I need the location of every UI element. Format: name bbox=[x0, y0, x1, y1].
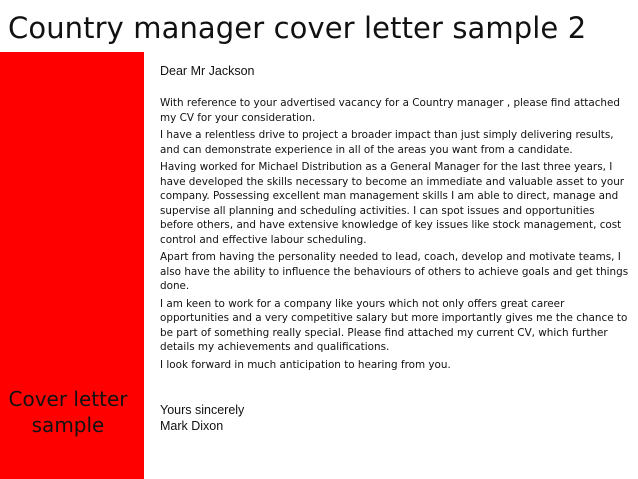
letter-paragraph: Apart from having the personality needed to lead, coach, develop and motivate teams, I also have the ability to influence the behaviours of others to achieve goals and get things done. bbox=[160, 251, 629, 292]
letter-paragraph: I am keen to work for a company like yours which not only offers great career opportunities and a very competitive salary but more importantly gives me the chance to be part of something really special. Please find attached my current CV, which further details my achievements and qualifications. bbox=[160, 297, 628, 353]
side-label-line2: sample bbox=[31, 413, 105, 437]
side-label-line1: Cover letter bbox=[8, 387, 128, 411]
letter-body bbox=[160, 63, 630, 375]
side-label bbox=[0, 386, 136, 438]
letter-paragraph: I look forward in much anticipation to hearing from you. bbox=[160, 358, 451, 371]
letter-closing-block bbox=[160, 402, 460, 434]
letter-signature: Mark Dixon bbox=[160, 419, 224, 433]
letter-paragraph: Having worked for Michael Distribution as a General Manager for the last three years, I have developed the skills necessary to become an immediate and valuable asset to your company. Possessing excellent man management skills I am able to direct, manage and supervise all planning and scheduling activities. I can spot issues and opportunities before others, and have extensive knowledge of key issues like stock management, cost control and effective labour scheduling. bbox=[160, 161, 625, 246]
letter-paragraph: I have a relentless drive to project a broader impact than just simply delivering results, and can demonstrate experience in all of the areas you want from a candidate. bbox=[160, 129, 614, 156]
letter-closing: Yours sincerely bbox=[160, 403, 245, 417]
letter-paragraph: With reference to your advertised vacancy for a Country manager , please find attached my CV for your consideration. bbox=[160, 97, 621, 124]
letter-greeting: Dear Mr Jackson bbox=[160, 64, 255, 78]
slide-title: Country manager cover letter sample 2 bbox=[8, 11, 587, 45]
